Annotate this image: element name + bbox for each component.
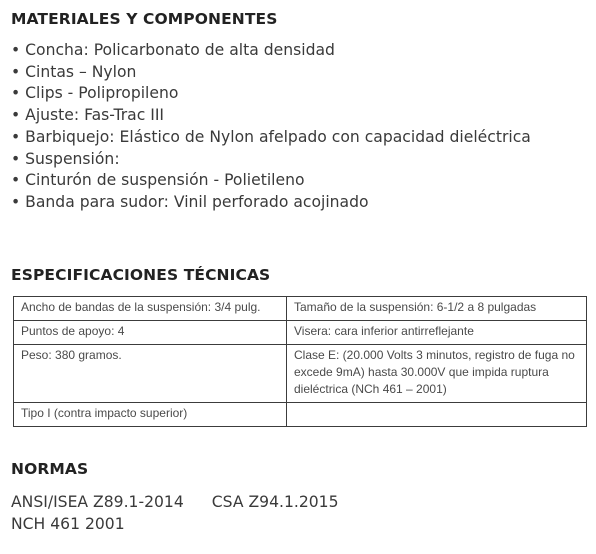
specs-heading: ESPECIFICACIONES TÉCNICAS	[11, 266, 271, 284]
norms-line	[11, 514, 339, 536]
specs-table	[13, 296, 587, 427]
table-cell: Puntos de apoyo: 4	[14, 321, 287, 345]
table-cell: Tamaño de la suspensión: 6-1/2 a 8 pulgadas	[287, 297, 587, 321]
table-row	[14, 403, 587, 427]
table-cell	[287, 403, 587, 427]
list-item: • Banda para sudor: Vinil perforado acojinado	[11, 192, 369, 211]
norm-item: CSA Z94.1.2015	[211, 493, 339, 511]
table-row	[14, 321, 587, 345]
materials-list	[11, 40, 586, 214]
list-item: • Barbiquejo: Elástico de Nylon afelpado con capacidad dieléctrica	[11, 127, 531, 146]
table-cell: Clase E: (20.000 Volts 3 minutos, registro de fuga no excede 9mA) hasta 30.000V que impida ruptura dieléctrica (NCh 461 – 2001)	[287, 345, 587, 403]
norms-heading: NORMAS	[11, 460, 89, 478]
table-row	[14, 297, 587, 321]
norm-item: ANSI/ISEA Z89.1-2014	[11, 493, 184, 511]
materials-heading: MATERIALES Y COMPONENTES	[11, 10, 278, 28]
table-cell: Ancho de bandas de la suspensión: 3/4 pulg.	[14, 297, 287, 321]
list-item: • Ajuste: Fas-Trac III	[11, 106, 165, 125]
list-item: • Suspensión:	[11, 149, 120, 168]
table-cell: Visera: cara inferior antirreflejante	[287, 321, 587, 345]
norms-list	[11, 492, 339, 535]
list-item: • Cintas – Nylon	[11, 62, 137, 81]
list-item: • Clips - Polipropileno	[11, 84, 179, 103]
table-cell: Tipo I (contra impacto superior)	[14, 403, 287, 427]
list-item: • Concha: Policarbonato de alta densidad	[11, 41, 335, 59]
norm-item: NCH 461 2001	[11, 514, 125, 533]
table-cell: Peso: 380 gramos.	[14, 345, 287, 403]
list-item: • Cinturón de suspensión - Polietileno	[11, 171, 305, 190]
norms-line	[11, 492, 339, 514]
table-row	[14, 345, 587, 403]
